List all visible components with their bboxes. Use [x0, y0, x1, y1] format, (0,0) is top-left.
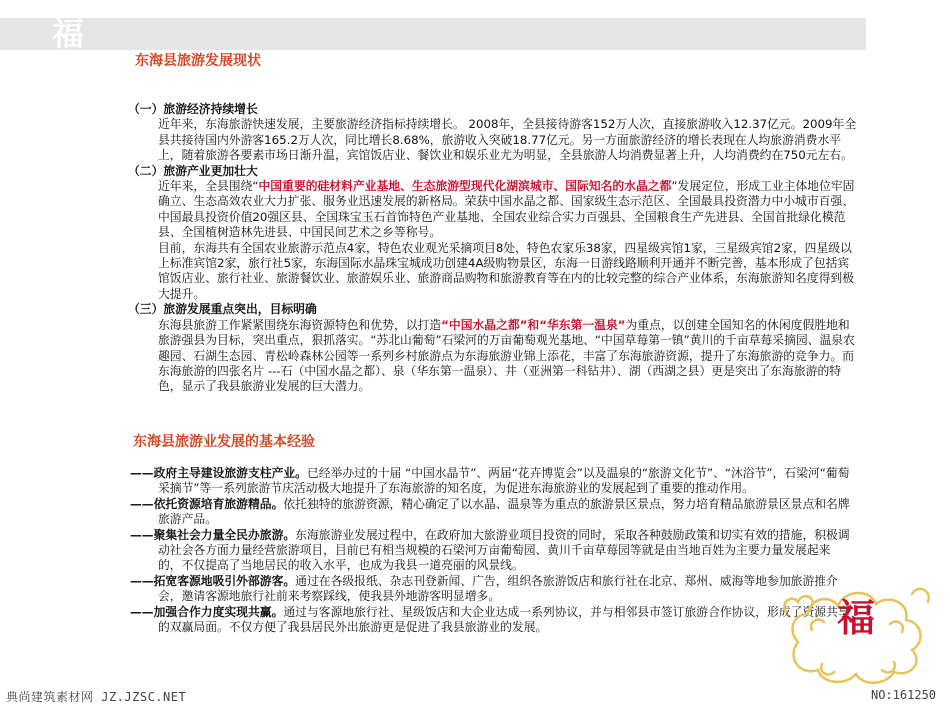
experience-item-text: 依托独特的旅游资源，精心确定了以水晶、温泉等为重点的旅游景区景点，努力培育精品旅游景区景点和名牌旅游产品。	[158, 496, 850, 527]
experience-item	[130, 528, 850, 574]
experience-item-lead: ——政府主导建设旅游支柱产业。	[130, 466, 307, 480]
experience-item-lead: ——拓宽客源地吸引外部游客。	[130, 573, 296, 588]
experience-item-lead: ——加强合作力度实现共赢。	[130, 604, 284, 619]
sub2-p1-before: 近年来，全县围绕“	[158, 179, 259, 194]
footer-number: NO:161250	[870, 688, 936, 702]
sub1-text: 近年来，东海旅游快速发展，主要旅游经济指标持续增长。 2008年，全县接待游客152万人次，直接旅游收入12.37亿元。2009年全县共接待国内外游客165.2万人次，同比增长8.68%，旅游收入突破18.77亿元。另一方面旅游经济的增长表现在人均旅游消费水平上，随着旅游各要素市场日渐升温，宾馆饭店业、餐饮业和娱乐业尤为明显，全县旅游人均消费显著上升，人均消费约在750元左右。	[158, 117, 857, 163]
fu-character: 福	[836, 595, 875, 640]
section1-body	[128, 102, 860, 395]
fu-character-watermark: 福	[52, 15, 85, 53]
experience-item-lead: ——依托资源培育旅游精品。	[130, 496, 284, 511]
sub3-p-before: 东海县旅游工作紧紧围绕东海资源特色和优势，以打造	[158, 317, 442, 332]
sub1-heading: （一）旅游经济持续增长	[128, 102, 258, 116]
experience-item-text: 东海旅游业发展过程中，在政府加大旅游业项目投资的同时，采取各种鼓励政策和切实有效的措施，积极调动社会各方面力量经营旅游项目，目前已有相当规模的石梁河万亩葡萄园、黄川千亩草莓园等就是由当地百姓为主要力量发展起来的，不仅提高了当地居民的收入水平，也成为我县一道亮丽的风景线。	[158, 527, 850, 573]
experience-item	[130, 605, 850, 636]
section2-title: 东海县旅游业发展的基本经验	[133, 434, 315, 450]
sub2-p1-highlight: 中国重要的硅材料产业基地、生态旅游型现代化湖滨城市、国际知名的水晶之都	[258, 179, 672, 194]
sub3-heading: （三）旅游发展重点突出，目标明确	[128, 302, 317, 317]
header-bar	[0, 15, 866, 53]
section2-body	[130, 466, 850, 635]
fu-cloud-decoration	[778, 572, 934, 690]
sub2-p1-after: ”发展定位，形成工业主体地位牢固确立、生态高效农业大力扩张、服务业迅速发展的新格局。荣获中国水晶之都、国家级生态示范区、全国最具投资潜力中小城市百强、中国最具投资价值20强区县、全国珠宝玉石首饰特色产业基地、全国农业综合实力百强县、全国粮食生产先进县、全国首批绿化模范县、全国植树造林先进县、中国民间艺术之乡等称号。	[158, 179, 855, 240]
section1-title: 东海县旅游发展现状	[135, 53, 261, 69]
sub3-paragraph	[128, 318, 860, 395]
experience-item-text: 通过与客源地旅行社、星级饭店和大企业达成一系列协议，并与相邻县市签订旅游合作协议，形成了资源共享的双赢局面。不仅方便了我县居民外出旅游更是促进了我县旅游业的发展。	[158, 604, 850, 635]
experience-item-text: 已经举办过的十届 “中国水晶节”、两届“花卉博览会”以及温泉的“旅游文化节”、“沐浴节”，石梁河“葡萄采摘节”等一系列旅游节庆活动极大地提升了东海旅游的知名度，为促进东海旅游业的发展起到了重要的推动作用。	[158, 466, 850, 496]
sub3-p-highlight: “中国水晶之都”和“华东第一温泉”	[441, 317, 626, 332]
sub2-paragraph-2: 目前，东海共有全国农业旅游示范点4家，特色农业观光采摘项目8处，特色农家乐38家，四星级宾馆1家，三星级宾馆2家，四星级以上标准宾馆2家，旅行社5家，东海国际水晶珠宝城成功创建4A级购物景区，东海一日游线路顺利开通并不断完善，基本形成了包括宾馆饭店业、旅行社业、旅游餐饮业、旅游娱乐业、旅游商品购物和旅游教育等在内的比较完整的综合产业体系，东海旅游知名度得到极大提升。	[158, 240, 855, 301]
experience-item	[130, 497, 850, 528]
sub2-paragraph-1	[128, 179, 860, 241]
experience-item	[130, 466, 850, 497]
footer-site-text: 典尚建筑素材网 JZ.JZSC.NET	[6, 690, 187, 704]
sub3-p-after: 为重点，以创建全国知名的休闲度假胜地和旅游强县为目标，突出重点，狠抓落实。“苏北山葡萄”石梁河的万亩葡萄观光基地、“中国草莓第一镇”黄川的千亩草莓采摘园、温泉农趣园、石湖生态园、青松岭森林公园等一系列乡村旅游点为东海旅游业锦上添花，丰富了东海旅游资源，提升了东海旅游的竞争力。而东海旅游的四张名片 ---石（中国水晶之都）、泉（华东第一温泉）、井（亚洲第一科钻井）、湖（西湖之县）更是突出了东海旅游的特色，显示了我县旅游业发展的巨大潜力。	[158, 317, 855, 394]
sub2-heading: （二）旅游产业更加壮大	[128, 163, 258, 178]
experience-item-lead: ——聚集社会力量全民办旅游。	[130, 527, 296, 542]
experience-item	[130, 574, 850, 605]
experience-item-text: 通过在各级报纸、杂志刊登新闻、广告，组织各旅游饭店和旅行社在北京、郑州、威海等地参加旅游推介会，邀请客源地旅行社前来考察踩线，使我县外地游客明显增多。	[158, 573, 838, 604]
